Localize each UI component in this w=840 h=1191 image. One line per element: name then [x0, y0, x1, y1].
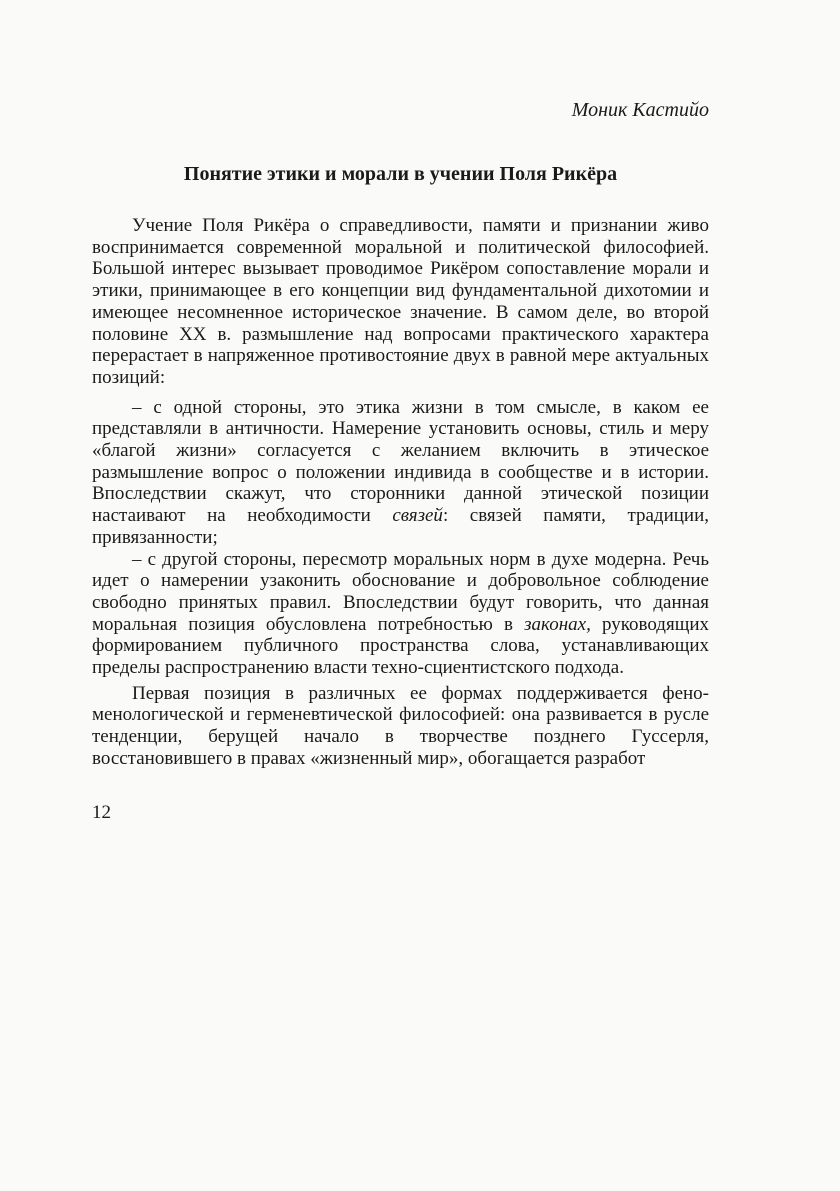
emphasis-text: связей [392, 505, 443, 527]
emphasis-text: законах, [524, 613, 591, 635]
body-paragraph-3 [92, 549, 709, 679]
article-body [92, 215, 709, 778]
paragraph-text: – с другой стороны, пересмотр моральных норм в духе модерна. Речь идет о намерении узаконить обоснование и добровольное соблюдение свободно принятых правил. Впоследствии будут говорить, что данная моральная позиция обусловлена потребностью в [92, 548, 709, 635]
paragraph-text: – с одной стороны, это этика жизни в том смысле, в каком ее представляли в античности. Намерение установить основы, стиль и меру «благой жизни» согласуется с желанием включить в этическое размышление вопрос о положении индивида в сообществе и в истории. Впоследствии скажут, что сторонники данной этической позиции настаивают на необходимости [92, 396, 709, 527]
body-paragraph-4 [92, 683, 709, 770]
body-paragraph-2 [92, 397, 709, 549]
page-number: 12 [92, 802, 111, 823]
paragraph-text: Первая позиция в различных ее формах поддерживается феноменологической и герменевтической философией: она развивается в русле тенденции, берущей начало в творчестве позднего Гуссерля, восстановившего в правах «жизненный мир», обогащается разработ [92, 682, 709, 769]
paragraph-text: руководящих формированием публичного пространства слова, устанавливающих пределы распространению власти техно-сциентистского подхода. [92, 613, 709, 679]
body-paragraph-1 [92, 215, 709, 389]
paragraph-text: Учение Поля Рикёра о справедливости, памяти и признании живо воспринимается современной моральной и политической философией. Большой интерес вызывает проводимое Рикёром сопоставление морали и этики, принимающее в его концепции вид фундаментальной дихотомии и имеющее несомненное историческое значение. В самом деле, во второй половине XX в. размышление над вопросами практического характера перерастает в напряженное противостояние двух в равной мере актуальных позиций: [92, 215, 709, 388]
paragraph-text: : связей памяти, традиции, привязанности; [92, 505, 709, 548]
article-title: Понятие этики и морали в учении Поля Рикёра [183, 163, 618, 185]
running-head-author: Моник Кастийо [571, 99, 709, 121]
